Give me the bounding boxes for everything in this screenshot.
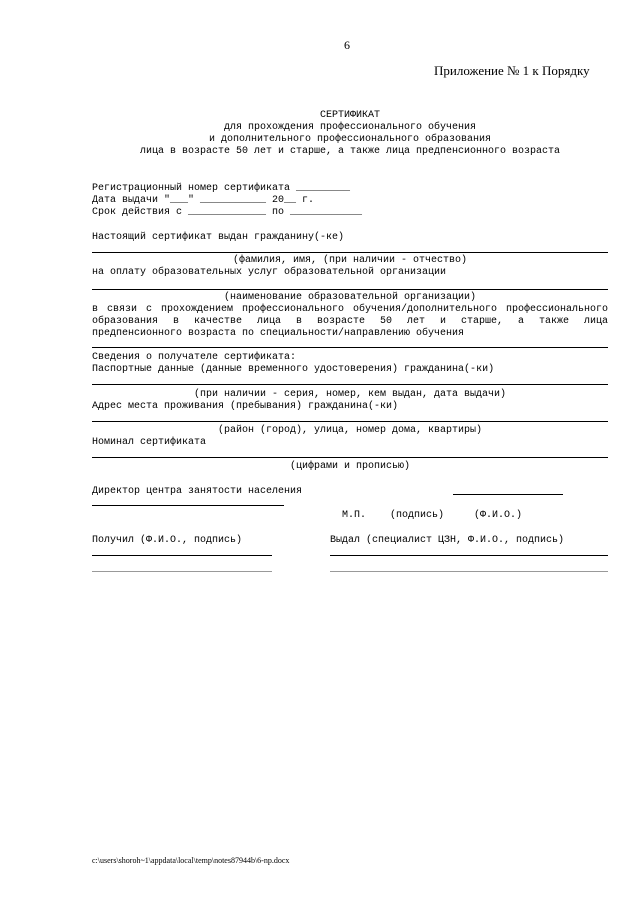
footer-file-path: c:\users\shoroh~1\appdata\local\temp\notes87944b\6-np.docx (92, 856, 290, 865)
director-label: Директор центра занятости населения (92, 486, 303, 497)
issued-line-1 (330, 555, 608, 556)
issued-label: Выдал (специалист ЦЗН, Ф.И.О., подпись) (330, 535, 565, 546)
director-signature-line (453, 494, 563, 495)
fio-line (92, 252, 608, 253)
organization-line (92, 289, 608, 290)
reason-line-1: в связи с прохождением профессионального обучения/дополнительного профессионального (92, 304, 608, 315)
issued-line-2 (330, 571, 608, 572)
reason-line-2: образования в качестве лица в возрасте 50 лет и старше, а также лица (92, 316, 608, 327)
issued-to-label: Настоящий сертификат выдан гражданину(-ке) (92, 232, 345, 243)
received-line-2 (92, 571, 272, 572)
received-label: Получил (Ф.И.О., подпись) (92, 535, 243, 546)
reason-line-3: предпенсионного возраста по специальности/направлению обучения (92, 328, 465, 339)
address-hint: (район (город), улица, номер дома, квартиры) (217, 425, 483, 436)
fio-hint: (фамилия, имя, (при наличии - отчество) (232, 255, 468, 266)
appendix-label: Приложение № 1 к Порядку (434, 63, 590, 78)
organization-hint: (наименование образовательной организации) (223, 292, 477, 303)
address-line (92, 421, 608, 422)
validity-period: Срок действия с _____________ по ____________ (92, 207, 363, 218)
nominal-hint: (цифрами и прописью) (289, 461, 411, 472)
issue-date: Дата выдачи "___" ___________ 20__ г. (92, 195, 315, 206)
received-line-1 (92, 555, 272, 556)
stamp-signature-hint: М.П. (подпись) (Ф.И.О.) (342, 510, 523, 521)
specialty-line (92, 347, 608, 348)
title-line-3: и дополнительного профессионального образования (208, 134, 492, 145)
passport-hint: (при наличии - серия, номер, кем выдан, дата выдачи) (193, 389, 507, 400)
title-line-4: лица в возрасте 50 лет и старше, а также лица предпенсионного возраста (139, 146, 561, 157)
page-number: 6 (344, 38, 350, 52)
title-line-2: для прохождения профессионального обучения (223, 122, 477, 133)
address-label: Адрес места проживания (пребывания) гражданина(-ки) (92, 401, 399, 412)
certificate-title: СЕРТИФИКАТ (319, 110, 380, 121)
payment-label: на оплату образовательных услуг образовательной организации (92, 267, 447, 278)
passport-line (92, 384, 608, 385)
director-name-line (92, 505, 284, 506)
passport-label: Паспортные данные (данные временного удостоверения) гражданина(-ки) (92, 364, 495, 375)
nominal-label: Номинал сертификата (92, 437, 207, 448)
recipient-info-label: Сведения о получателе сертификата: (92, 352, 297, 363)
registration-number: Регистрационный номер сертификата _________ (92, 183, 351, 194)
nominal-line (92, 457, 608, 458)
